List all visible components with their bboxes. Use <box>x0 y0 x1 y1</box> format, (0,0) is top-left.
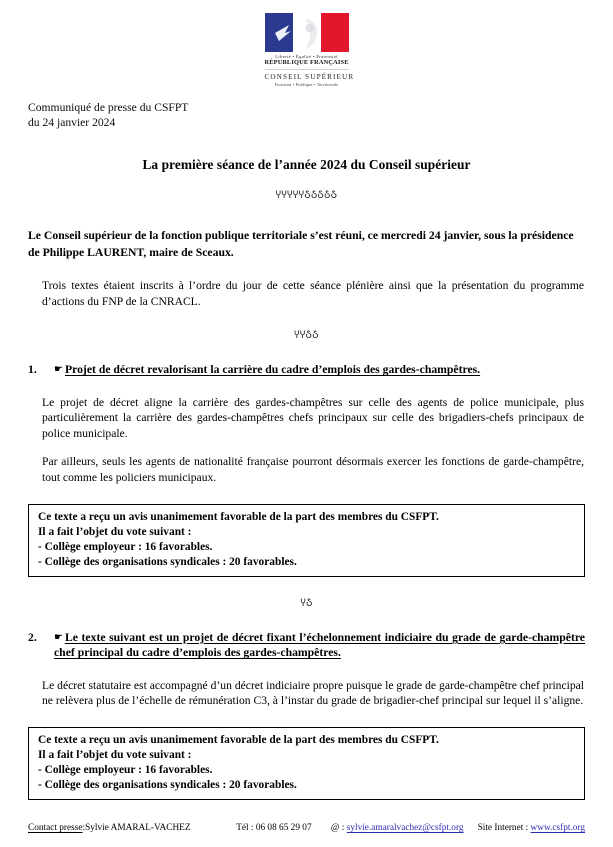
section-number-1: 1. <box>28 363 37 377</box>
phone-number: 06 08 65 29 07 <box>255 823 312 833</box>
vote-1-union-college: - Collège des organisations syndicales : 20 favorables. <box>38 555 297 568</box>
at-sign-icon: @ <box>330 823 340 833</box>
website-label: Site Internet : <box>477 823 529 833</box>
lead-paragraph: Le Conseil supérieur de la fonction publique territoriale s’est réuni, ce mercredi 24 janvier, sous la présidence de Philippe LAURENT, maire de Sceaux. <box>28 229 574 259</box>
ornament-divider-medium: ჄჄჂჂ <box>294 331 319 342</box>
vote-2-line-2: Il a fait l’objet du vote suivant : <box>38 749 192 762</box>
intro-paragraph: Trois textes étaient inscrits à l’ordre du jour de cette séance plénière ainsi que la présentation du programme d’actions du FNP de la CNRACL. <box>42 279 584 308</box>
logo-container <box>28 0 585 87</box>
logo-subtitle: Fonction • Publique • Territoriale <box>274 82 339 87</box>
vote-2-union-college: - Collège des organisations syndicales : 20 favorables. <box>38 779 297 792</box>
page-title: La première séance de l’année 2024 du Conseil supérieur <box>142 157 471 172</box>
email-separator: : <box>341 823 345 833</box>
section-1-paragraph-1: Le projet de décret aligne la carrière des gardes-champêtres sur celle des agents de police municipale, plus particulièrement la carrière des gardes-champêtres chefs principaux sur celle des brigadiers-chefs principaux de police municipale. <box>42 395 584 440</box>
french-flag-marianne-icon <box>265 13 349 52</box>
contact-press-label: Contact presse <box>28 823 83 833</box>
vote-2-employer-college: - Collège employeur : 16 favorables. <box>38 764 213 777</box>
document-meta <box>28 101 585 130</box>
logo-conseil-superieur: CONSEIL SUPÉRIEUR <box>264 72 355 81</box>
vote-1-line-1: Ce texte a reçu un avis unanimement favorable de la part des membres du CSFPT. <box>38 510 439 523</box>
phone-label: Tél : <box>236 823 254 833</box>
section-title-1 <box>54 362 585 377</box>
vote-result-box-1 <box>28 504 585 577</box>
contact-press-name: :Sylvie AMARAL-VACHEZ <box>82 823 191 833</box>
logo-motto: Liberté • Égalité • Fraternité <box>275 53 338 59</box>
section-1-paragraph-2: Par ailleurs, seuls les agents de nationalité française pourront désormais exercer les fonctions de garde-champêtre, tout comme les policiers municipaux. <box>42 455 584 484</box>
logo-divider <box>265 69 349 70</box>
website-link[interactable]: www.csfpt.org <box>530 823 585 833</box>
vote-2-line-1: Ce texte a reçu un avis unanimement favorable de la part des membres du CSFPT. <box>38 733 439 746</box>
communique-label: Communiqué de presse du CSFPT <box>28 101 189 114</box>
footer <box>28 822 585 834</box>
communique-date: du 24 janvier 2024 <box>28 115 116 129</box>
section-title-1-text: Projet de décret revalorisant la carrière du cadre d’emplois des gardes-champêtres. <box>64 363 481 377</box>
email-link[interactable]: sylvie.amaralvachez@csfpt.org <box>346 823 464 833</box>
section-2-paragraph-1: Le décret statutaire est accompagné d’un décret indiciaire propre puisque le grade de garde-champêtre chef principal ne relèvera plus de l’échelle de rémunération C3, à l’instar du grade de brigadier-chef principal sur lequel il s’aligne. <box>42 678 584 708</box>
section-title-2 <box>54 630 585 661</box>
section-heading-1 <box>28 362 585 377</box>
pointing-hand-icon: ☛ <box>54 364 63 376</box>
ornament-divider-short: ჄჂ <box>300 598 313 609</box>
section-number-2: 2. <box>28 630 37 644</box>
pointing-hand-icon: ☛ <box>54 631 63 643</box>
republique-francaise-logo <box>264 13 355 87</box>
section-heading-2 <box>28 630 585 661</box>
vote-result-box-2 <box>28 727 585 800</box>
section-title-2-text: Le texte suivant est un projet de décret fixant l’échelonnement indiciaire du grade de garde-champêtre chef principal du cadre d’emplois des gardes-champêtres. <box>54 630 585 660</box>
logo-republic-name: RÉPUBLIQUE FRANÇAISE <box>264 59 349 66</box>
vote-1-employer-college: - Collège employeur : 16 favorables. <box>38 540 213 553</box>
ornament-divider-long: ჄჄჄჄჄჂჂჂჂჂ <box>275 191 338 201</box>
vote-1-line-2: Il a fait l’objet du vote suivant : <box>38 525 192 538</box>
